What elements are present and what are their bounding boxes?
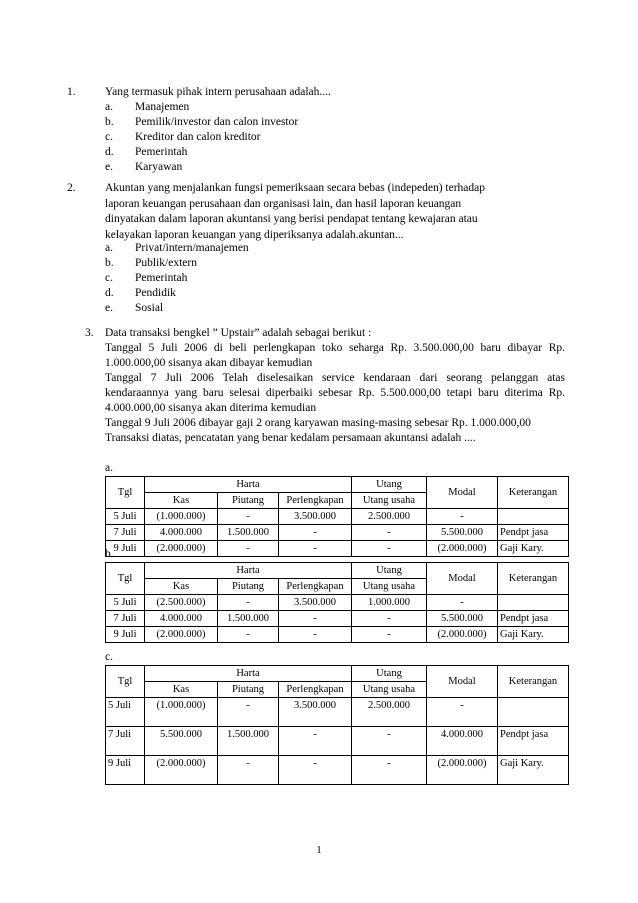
transaction-2: Tanggal 7 Juli 2006 Telah diselesaikan service kendaraan dari seorang pelanggan atas kendaraannya yang baru selesai diperbaiki sebesar Rp. 5.500.000,00 tetapi baru diterima Rp. 4.000.000,00 sisanya akan diterima kemudian <box>105 372 565 414</box>
table-row: 5 Juli (2.500.000) - 3.500.000 1.000.000 - <box>106 595 569 611</box>
question-body <box>105 326 565 446</box>
option-c-label: c. <box>105 651 113 663</box>
options-list <box>105 241 249 316</box>
table-row: 9 Juli (2.000.000) - - - (2.000.000) Gaji Kary. <box>106 756 569 785</box>
table-row: 7 Juli 5.500.000 1.500.000 - - 4.000.000 Pendpt jasa <box>106 727 569 756</box>
header-tgl: Tgl <box>106 477 145 509</box>
option-e: e. Karyawan <box>105 161 183 173</box>
table-option-a <box>105 476 569 557</box>
transaction-3: Tanggal 9 Juli 2006 dibayar gaji 2 orang karyawan masing-masing sebesar Rp. 1.000.000,00 <box>105 417 531 429</box>
option-a: a. Manajemen <box>105 101 190 113</box>
question-number: 2. <box>67 182 76 194</box>
option-e: e. Sosial <box>105 302 164 314</box>
header-modal: Modal <box>427 477 498 509</box>
table-row: 5 Juli (1.000.000) - 3.500.000 2.500.000 - <box>106 698 569 727</box>
option-a: a. Privat/intern/manajemen <box>105 242 249 254</box>
question-text: Yang termasuk pihak intern perusahaan adalah.... <box>105 86 331 98</box>
header-piutang: Piutang <box>218 493 279 509</box>
table-row: 7 Juli 4.000.000 1.500.000 - - 5.500.000 Pendpt jasa <box>106 525 569 541</box>
intro: Data transaksi bengkel ” Upstair” adalah sebagai berikut : <box>105 327 372 339</box>
options-list <box>105 100 298 175</box>
option-b: b. Pemilik/investor dan calon investor <box>105 116 299 128</box>
table-row: 7 Juli 4.000.000 1.500.000 - - 5.500.000 Pendpt jasa <box>106 611 569 627</box>
question-number: 1. <box>67 86 76 98</box>
header-perlengkapan: Perlengkapan <box>279 493 352 509</box>
table-option-b: Tgl Harta Utang Modal Keterangan Kas Piutang Perlengkapan Utang usaha 5 Juli (2.500.000) - 3.500.000 1.000.000 - 7 Juli 4.000.000 1.500.000 - - 5.500.000 Pendpt jasa 9 Juli (2.000.000) - - - (2.000.000) Gaji Kary. <box>105 562 569 643</box>
header-keterangan: Keterangan <box>498 477 569 509</box>
table-row: 5 Juli (1.000.000) - 3.500.000 2.500.000 - <box>106 509 569 525</box>
table-row: 9 Juli (2.000.000) - - - (2.000.000) Gaji Kary. <box>106 627 569 643</box>
table-row: 9 Juli (2.000.000) - - - (2.000.000) Gaji Kary. <box>106 541 569 557</box>
option-d: d. Pemerintah <box>105 146 188 158</box>
header-kas: Kas <box>145 493 218 509</box>
question-text: Akuntan yang menjalankan fungsi pemeriksaan secara bebas (indepeden) terhadap laporan keuangan perusahaan dan organisasi lain, dan hasil laporan keuangan dinyatakan dalam laporan akuntansi yang berisi pendapat tentang kewajaran atau kelayakan laporan keuangan yang diperiksanya adalah.akuntan... <box>105 182 485 241</box>
page-number: 1 <box>316 844 322 856</box>
option-a-label: a. <box>105 462 113 474</box>
option-b: b. Publik/extern <box>105 257 197 269</box>
option-c: c. Pemerintah <box>105 272 188 284</box>
header-utang: Utang <box>352 477 427 493</box>
table-option-c: Tgl Harta Utang Modal Keterangan Kas Piutang Perlengkapan Utang usaha 5 Juli (1.000.000) - 3.500.000 2.500.000 - 7 Juli 5.500.000 1.500.000 - - 4.000.000 Pendpt jasa 9 Juli (2.000.000) - - - (2.000.000) Gaji Kary. <box>105 665 569 785</box>
option-c: c. Kreditor dan calon kreditor <box>105 131 261 143</box>
transaction-1: Tanggal 5 Juli 2006 di beli perlengkapan toko seharga Rp. 3.500.000,00 baru dibayar Rp. 1.000.000,00 sisanya akan dibayar kemudian <box>105 342 565 369</box>
header-harta: Harta <box>145 477 352 493</box>
option-d: d. Pendidik <box>105 287 176 299</box>
option-b-label: b. <box>105 548 114 560</box>
question-prompt: Transaksi diatas, pencatatan yang benar kedalam persamaan akuntansi adalah .... <box>105 432 476 444</box>
question-number: 3. <box>85 327 94 339</box>
header-utang-usaha: Utang usaha <box>352 493 427 509</box>
